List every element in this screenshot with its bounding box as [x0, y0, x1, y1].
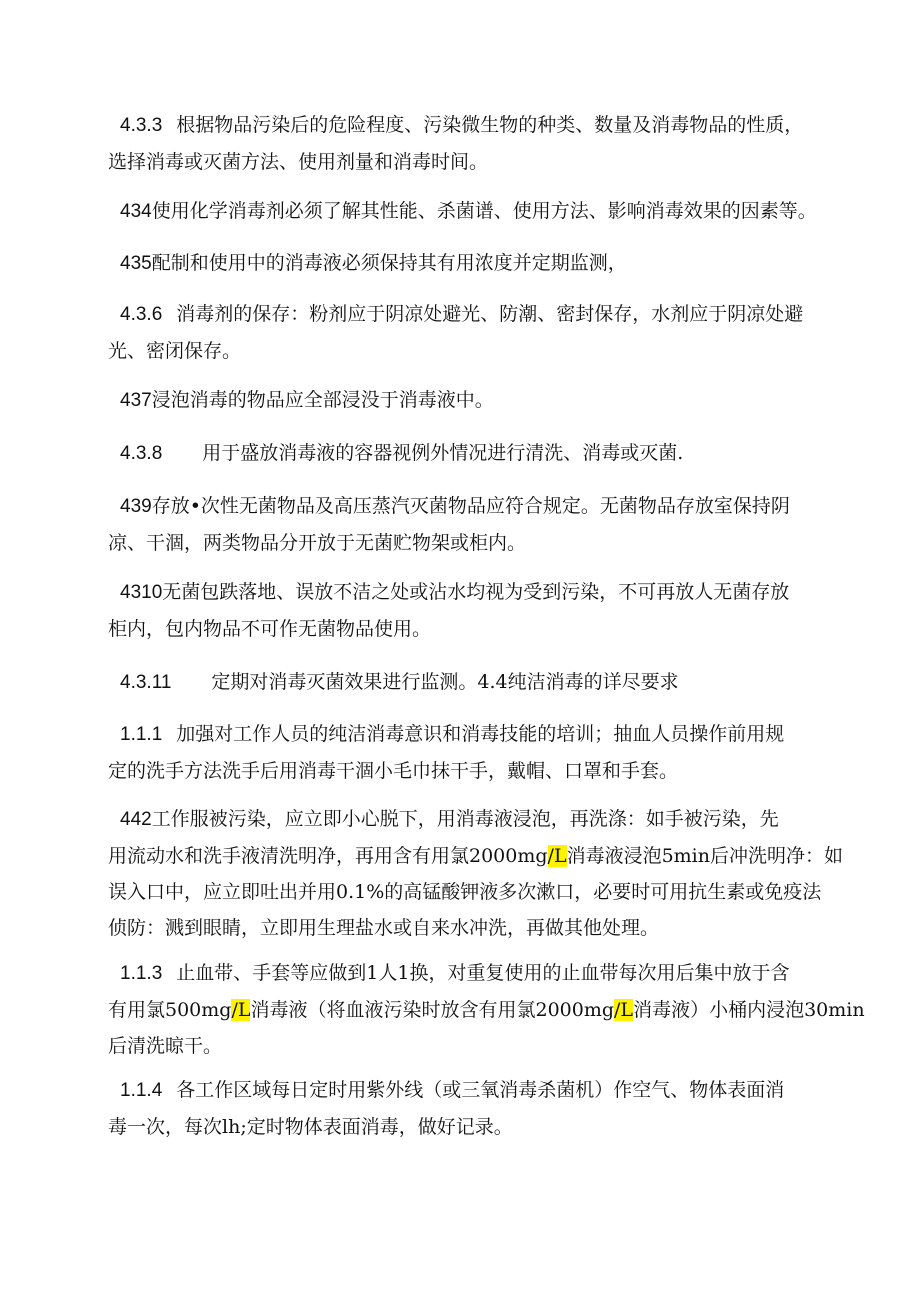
section-number: 1.1.1 [120, 724, 163, 745]
paragraph-text: 有用氯500mg [108, 999, 232, 1021]
section-number: 435 [120, 253, 152, 274]
paragraph-text: 止血带、手套等应做到1人1换，对重复使用的止血带每次用后集中放于含 [176, 962, 790, 984]
paragraph-4-3-3 [108, 107, 838, 180]
paragraph-4-3-7 [108, 382, 838, 419]
section-number: 4.3.8 [120, 443, 163, 464]
paragraph-text: 误入口中，应立即吐出并用0.1%的高锰酸钾液多次漱口，必要时可用抗生素或免疫法 [108, 881, 822, 903]
highlighted-unit: /L [614, 999, 634, 1021]
highlighted-unit: /L [547, 845, 567, 867]
section-number: 4.3.11 [120, 672, 172, 693]
paragraph-text: 各工作区域每日定时用紫外线（或三氧消毒杀菌机）作空气、物体表面消 [176, 1079, 785, 1101]
section-number: 4310 [120, 582, 163, 603]
section-number: 4.3.6 [120, 304, 163, 325]
paragraph-4-3-4 [108, 193, 838, 230]
highlighted-unit: /L [231, 999, 251, 1021]
section-number: 1.1.3 [120, 963, 163, 984]
paragraph-text: 定的洗手方法洗手后用消毒干涸小毛巾抹干手，戴帽、口罩和手套。 [108, 760, 679, 782]
paragraph-4-4-2 [108, 801, 843, 946]
paragraph-text: 工作服被污染，应立即小心脱下，用消毒液浸泡，再洗涤：如手被污染，先 [151, 808, 779, 830]
paragraph-text: 柜内，包内物品不可作无菌物品使用。 [108, 618, 432, 640]
paragraph-text: 配制和使用中的消毒液必须保持其有用浓度并定期监测， [151, 252, 627, 274]
paragraph-text: 凉、干涸，两类物品分开放于无菌贮物架或柜内。 [108, 532, 527, 554]
paragraph-text: 后清洗晾干。 [108, 1035, 223, 1057]
paragraph-text: 消毒剂的保存：粉剂应于阴凉处避光、防潮、密封保存，水剂应于阴凉处避 [176, 303, 804, 325]
paragraph-text: 选择消毒或灭菌方法、使用剂量和消毒时间。 [108, 151, 489, 173]
paragraph-text: 无菌包跌落地、误放不洁之处或沾水均视为受到污染，不可再放人无菌存放 [162, 581, 790, 603]
paragraph-text: 存放•次性无菌物品及高压蒸汽灭菌物品应符合规定。无菌物品存放室保持阴 [151, 495, 790, 517]
section-number: 434 [120, 201, 152, 222]
paragraph-text: 用流动水和洗手液清洗明净，再用含有用氯2000mg [108, 845, 548, 867]
paragraph-text: 用于盛放消毒液的容器视例外情况进行清洗、消毒或灭菌. [202, 442, 684, 464]
paragraph-text: 根据物品污染后的危险程度、污染微生物的种类、数量及消毒物品的性质， [176, 114, 804, 136]
section-number: 4.3.3 [120, 115, 163, 136]
section-number: 1.1.4 [120, 1080, 163, 1101]
paragraph-4-3-9 [108, 488, 838, 561]
paragraph-text: 光、密闭保存。 [108, 340, 242, 362]
paragraph-4-3-8 [108, 435, 838, 472]
paragraph-text: 使用化学消毒剂必须了解其性能、杀菌谱、使用方法、影响消毒效果的因素等。 [151, 200, 817, 222]
section-number: 437 [120, 390, 152, 411]
section-number: 439 [120, 496, 152, 517]
paragraph-1-1-4 [108, 1072, 838, 1145]
paragraph-text: 侦防：溅到眼睛，立即用生理盐水或自来水冲洗，再做其他处理。 [108, 917, 660, 939]
paragraph-text: 消毒液浸泡5min后冲洗明净：如 [566, 845, 843, 867]
paragraph-1-1-1 [108, 716, 838, 789]
paragraph-4-3-11 [108, 664, 838, 701]
paragraph-text: 消毒液（将血液污染时放含有用氯2000mg [250, 999, 615, 1021]
paragraph-text: 加强对工作人员的纯洁消毒意识和消毒技能的培训；抽血人员操作前用规 [176, 723, 785, 745]
paragraph-4-3-10 [108, 574, 838, 647]
paragraph-text: 消毒液）小桶内浸泡30min [633, 999, 865, 1021]
paragraph-4-3-6 [108, 296, 838, 369]
paragraph-text: 浸泡消毒的物品应全部浸没于消毒液中。 [151, 389, 494, 411]
paragraph-text: 定期对消毒灭菌效果进行监测。4.4纯洁消毒的详尽要求 [211, 671, 679, 693]
section-number: 442 [120, 809, 152, 830]
paragraph-1-1-3 [108, 955, 865, 1064]
paragraph-4-3-5 [108, 245, 838, 282]
paragraph-text: 毒一次，每次lh;定时物体表面消毒，做好记录。 [108, 1116, 513, 1138]
